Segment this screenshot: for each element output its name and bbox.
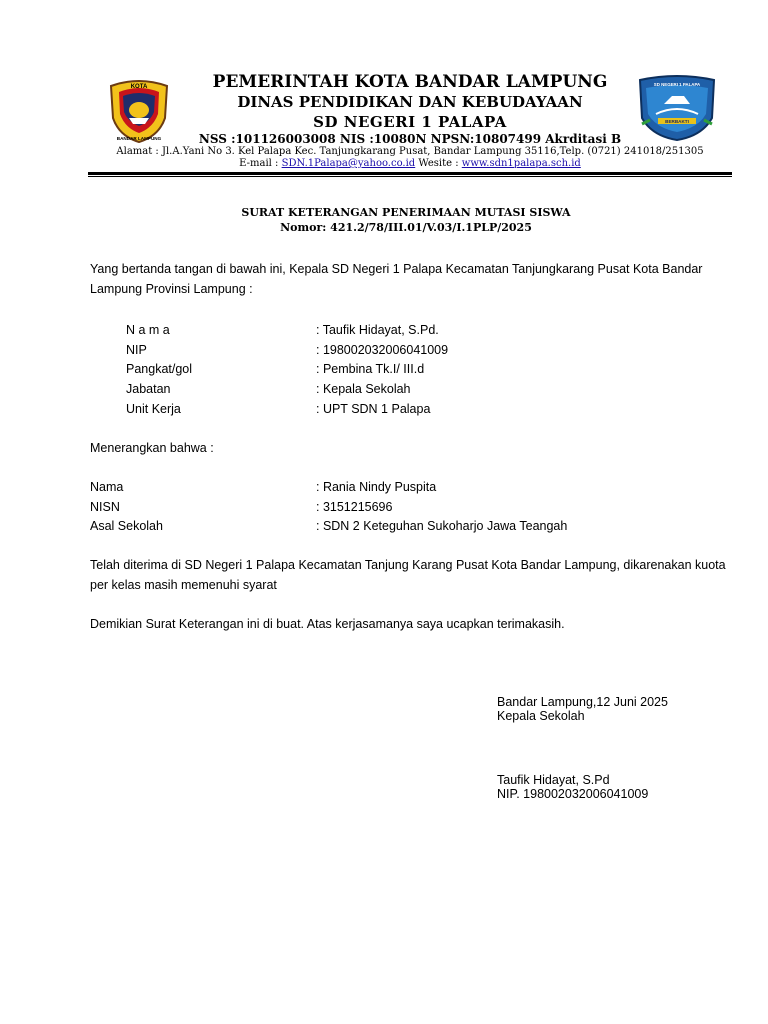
- letterhead-text: [90, 72, 730, 170]
- official-value: : Pembina Tk.I/ III.d: [316, 362, 425, 376]
- closing-paragraph: Demikian Surat Keterangan ini di buat. Atas kerjasamanya saya ucapkan terimakasih.: [90, 617, 565, 631]
- school-emblem-icon: [636, 74, 718, 142]
- website-link[interactable]: www.sdn1palapa.sch.id: [461, 158, 581, 169]
- official-value: : Taufik Hidayat, S.Pd.: [316, 323, 439, 337]
- svg-text:SD NEGERI 1 PALAPA: SD NEGERI 1 PALAPA: [653, 82, 701, 87]
- signature-position: Kepala Sekolah: [497, 709, 585, 723]
- official-label: NIP: [126, 343, 147, 357]
- contact-line: [90, 158, 730, 170]
- signatory-name: Taufik Hidayat, S.Pd: [497, 773, 610, 787]
- school-address: Alamat : Jl.A.Yani No 3. Kel Palapa Kec. Tanjungkarang Pusat, Bandar Lampung 35116,Telp. (0721) 241018/251305: [116, 146, 704, 157]
- official-value: : UPT SDN 1 Palapa: [316, 402, 431, 416]
- official-label: Pangkat/gol: [126, 362, 193, 376]
- letter-subject: SURAT KETERANGAN PENERIMAAN MUTASI SISWA: [241, 206, 571, 219]
- letterhead: [0, 0, 768, 180]
- official-label: Unit Kerja: [126, 402, 181, 416]
- signature-place-date: Bandar Lampung,12 Juni 2025: [497, 695, 668, 709]
- school-name: SD NEGERI 1 PALAPA: [313, 113, 507, 131]
- website-label: Wesite :: [415, 158, 462, 169]
- letter-title: [90, 205, 722, 235]
- email-link[interactable]: SDN.1Palapa@yahoo.co.id: [281, 158, 416, 169]
- student-label: Nama: [90, 480, 124, 494]
- signatory-nip: NIP. 198002032006041009: [497, 787, 649, 801]
- student-value: : SDN 2 Keteguhan Sukoharjo Jawa Teangah: [316, 519, 568, 533]
- school-identifiers: NSS :101126003008 NIS :10080N NPSN:10807499 Akrditasi B: [198, 132, 622, 146]
- svg-text:BERBAKTI: BERBAKTI: [665, 119, 689, 124]
- official-value: : Kepala Sekolah: [316, 382, 411, 396]
- email-label: E-mail :: [239, 158, 282, 169]
- student-value: : Rania Nindy Puspita: [316, 480, 437, 494]
- student-label: Asal Sekolah: [90, 519, 163, 533]
- letterhead-rule-thick: [88, 172, 732, 175]
- official-label: Jabatan: [126, 382, 171, 396]
- government-name: PEMERINTAH KOTA BANDAR LAMPUNG: [212, 72, 608, 92]
- letter-number: Nomor: 421.2/78/III.01/V.03/I.1PLP/2025: [280, 221, 532, 234]
- svg-text:BANDAR LAMPUNG: BANDAR LAMPUNG: [116, 136, 162, 141]
- department-name: DINAS PENDIDIKAN DAN KEBUDAYAAN: [237, 93, 583, 111]
- acceptance-paragraph: Telah diterima di SD Negeri 1 Palapa Kecamatan Tanjung Karang Pusat Kota Bandar Lampung, dikarenakan kuota per kelas masih memenuhi syarat: [90, 558, 726, 592]
- intro-paragraph: Yang bertanda tangan di bawah ini, Kepala SD Negeri 1 Palapa Kecamatan Tanjungkarang Pusat Kota Bandar Lampung Provinsi Lampung :: [90, 262, 703, 296]
- student-label: NISN: [90, 500, 120, 514]
- official-value: : 198002032006041009: [316, 343, 449, 357]
- letterhead-rule-thin: [88, 176, 732, 177]
- student-value: : 3151215696: [316, 500, 393, 514]
- official-label: N a m a: [126, 323, 170, 337]
- svg-text:KOTA: KOTA: [130, 84, 148, 90]
- statement-intro: Menerangkan bahwa :: [90, 441, 214, 455]
